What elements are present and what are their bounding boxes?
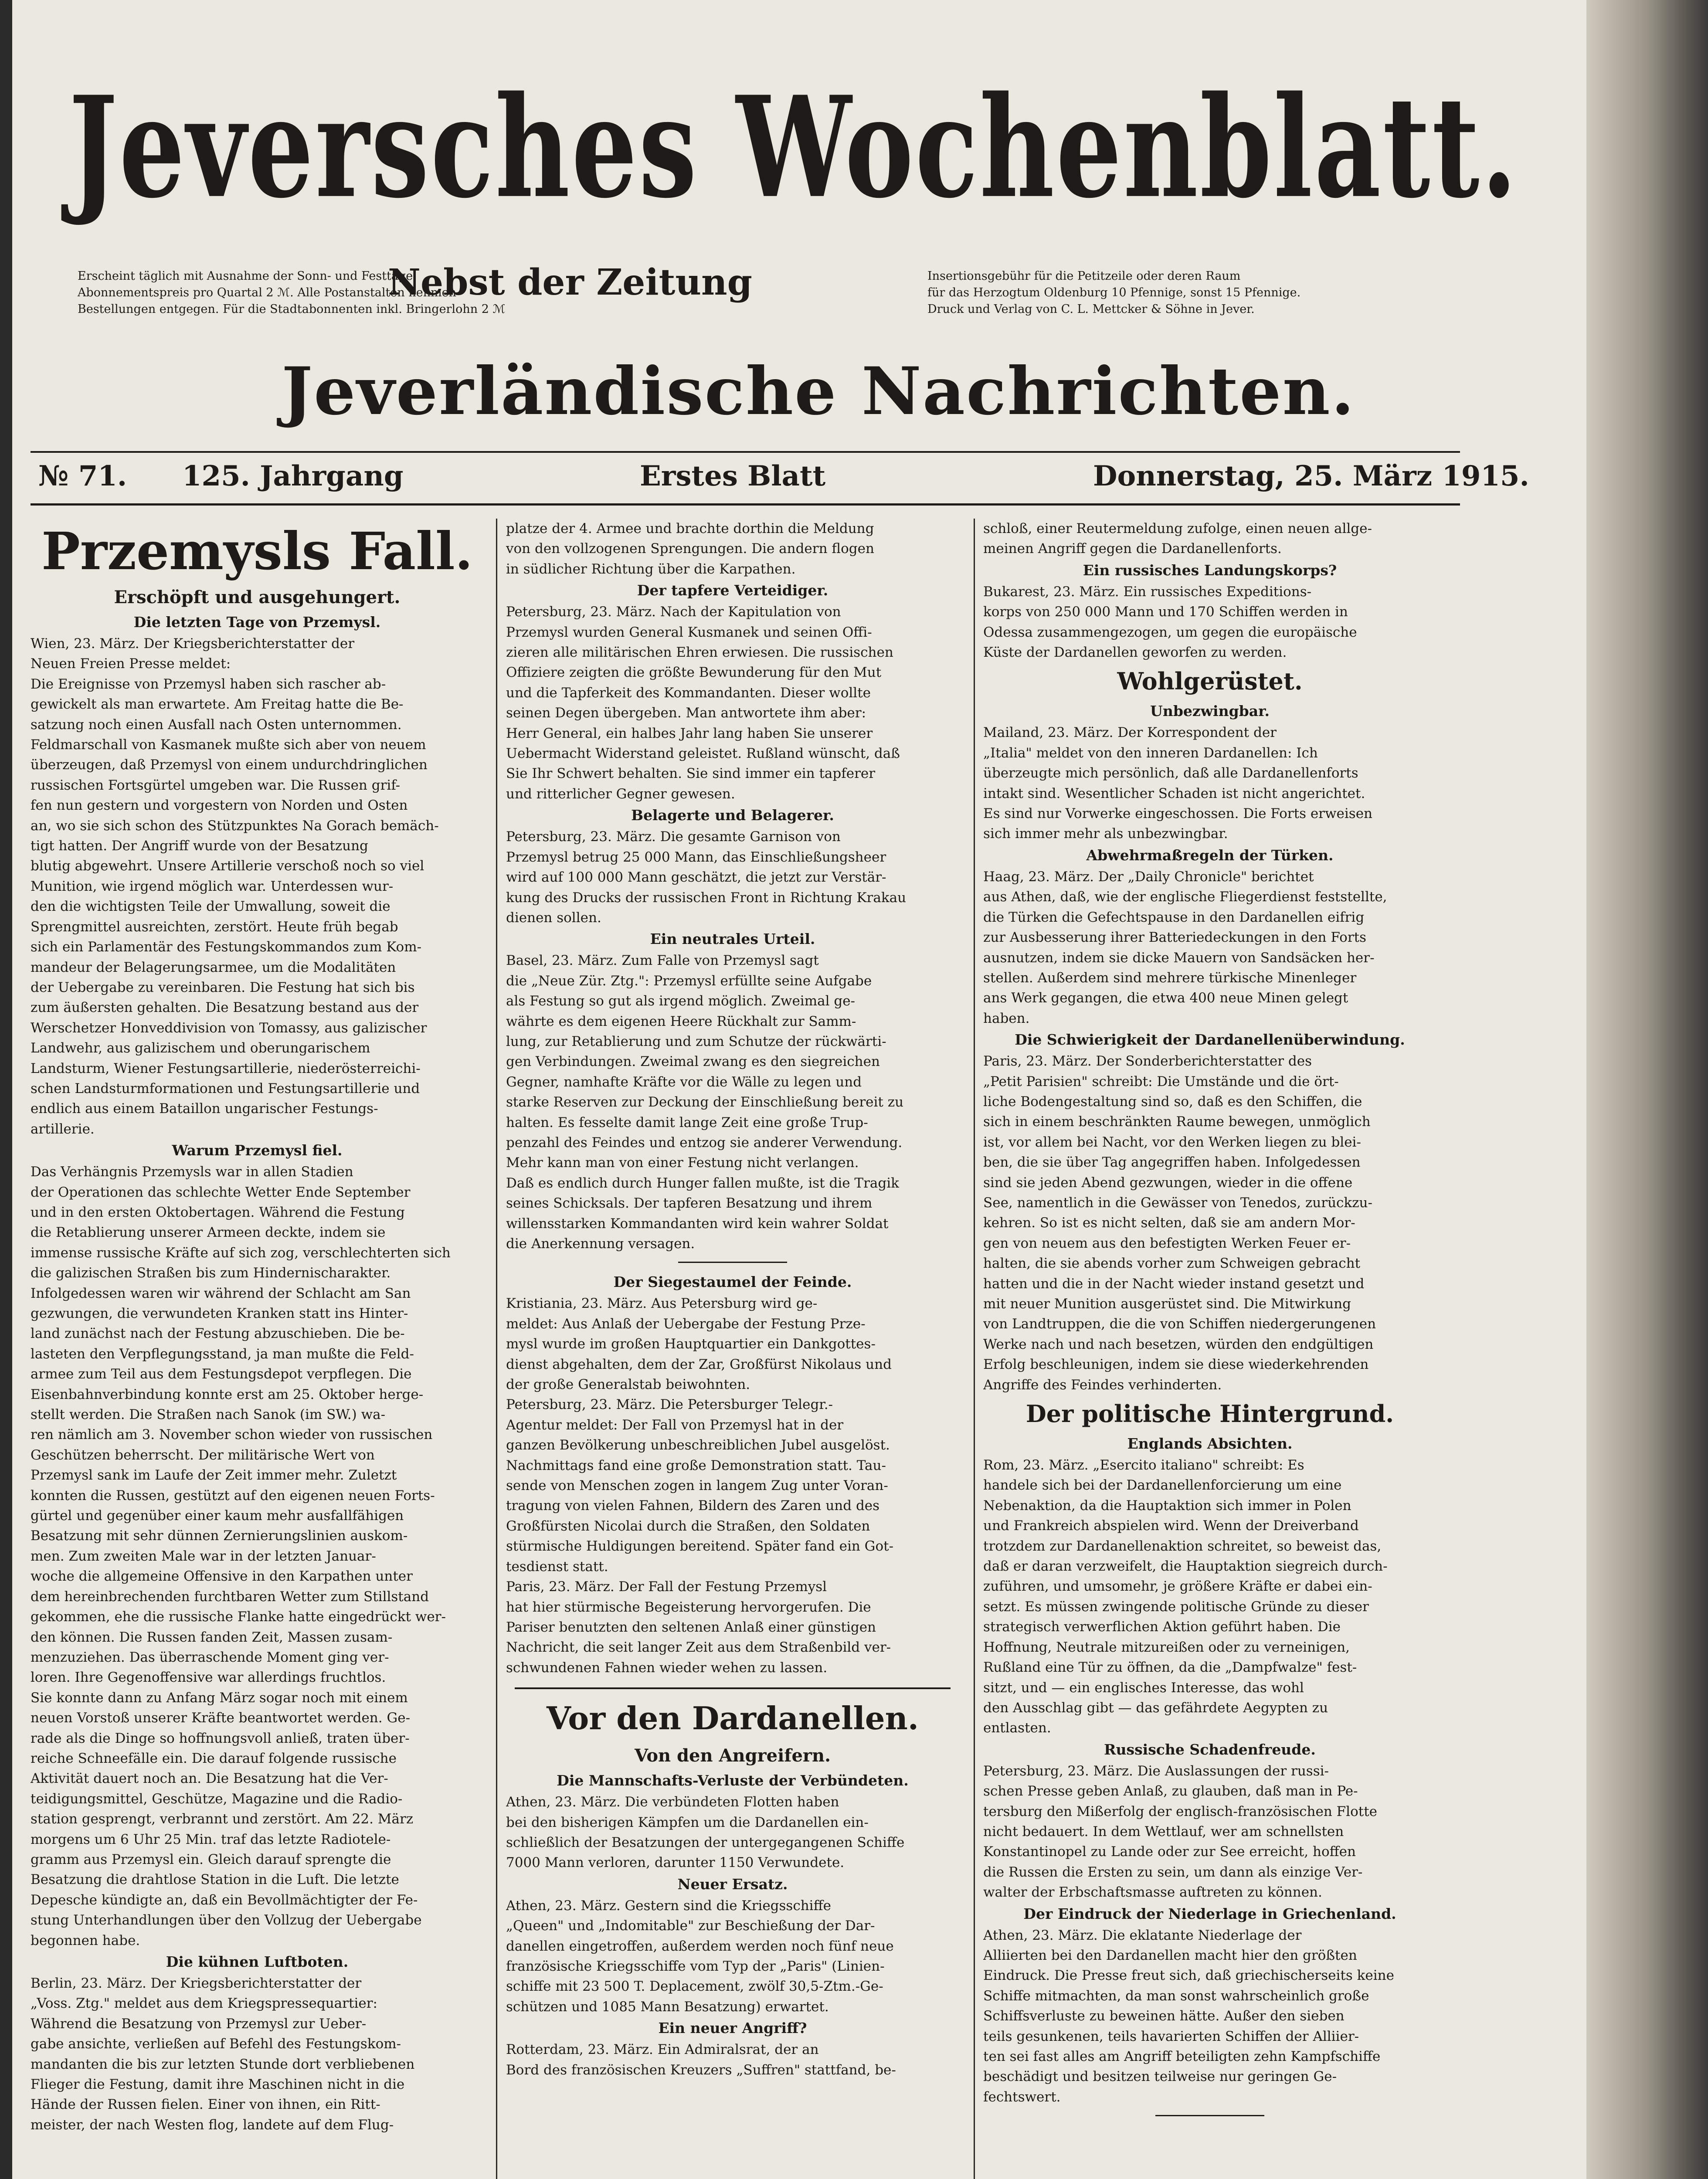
article-line: Besatzung mit sehr dünnen Zernierungslinien auskom- bbox=[31, 1528, 408, 1544]
article-line: zieren alle militärischen Ehren erwiesen. Die russischen bbox=[506, 645, 893, 661]
article-line: schloß, einer Reutermeldung zufolge, einen neuen allge- bbox=[983, 521, 1372, 536]
article-line: wird auf 100 000 Mann geschätzt, die jetzt zur Verstär- bbox=[506, 869, 886, 886]
subscription-line: Bestellungen entgegen. Für die Stadtabonnenten inkl. Bringerlohn 2 ℳ bbox=[78, 302, 506, 316]
article-line: gabe ansichte, verließen auf Befehl des Festungskom- bbox=[31, 2036, 401, 2052]
scan-left-edge bbox=[0, 0, 12, 2179]
article-line: woche die allgemeine Offensive in den Karpathen unter bbox=[31, 1568, 413, 1585]
article-line: Kristiania, 23. März. Aus Petersburg wird ge- bbox=[506, 1296, 818, 1312]
article-line: Rom, 23. März. „Esercito italiano" schreibt: Es bbox=[983, 1457, 1304, 1473]
article-line: immense russische Kräfte auf sich zog, verschlechterten sich bbox=[31, 1245, 451, 1261]
article-line: Petersburg, 23. März. Die gesamte Garnison von bbox=[506, 829, 841, 845]
article-line: beschädigt und besitzen teilweise nur geringen Ge- bbox=[983, 2069, 1337, 2085]
article-line: Alliierten bei den Dardanellen macht hier den größten bbox=[983, 1947, 1357, 1963]
article-line: dem hereinbrechenden furchtbaren Wetter zum Stillstand bbox=[31, 1588, 429, 1605]
article-line: Eisenbahnverbindung konnte erst am 25. Oktober herge- bbox=[31, 1386, 424, 1402]
article-line: morgens um 6 Uhr 25 Min. traf das letzte Radiotele- bbox=[31, 1831, 391, 1847]
article-line: Erfolg beschleunigen, indem sie diese wiederkehrenden bbox=[983, 1357, 1369, 1373]
article-line: Przemysl sank im Laufe der Zeit immer mehr. Zuletzt bbox=[31, 1467, 397, 1483]
article-line: und die Tapferkeit des Kommandanten. Dieser wollte bbox=[506, 685, 871, 701]
article-line: blutig abgewehrt. Unsere Artillerie verschoß noch so viel bbox=[31, 858, 424, 874]
article-line: Petersburg, 23. März. Die Petersburger Telegr.- bbox=[506, 1397, 833, 1413]
article-line: französische Kriegsschiffe vom Typ der „Paris" (Linien- bbox=[506, 1958, 885, 1974]
article-line: Sie Ihr Schwert behalten. Sie sind immer ein tapferer bbox=[506, 766, 876, 782]
article-line: den die wichtigsten Teile der Umwallung, soweit die bbox=[31, 899, 390, 915]
article-line: „Voss. Ztg." meldet aus dem Kriegspressequartier: bbox=[31, 1996, 377, 2012]
article-line: Hände der Russen fielen. Einer von ihnen, ein Ritt- bbox=[31, 2097, 380, 2113]
article-line: stürmische Huldigungen bereitend. Später fand ein Got- bbox=[506, 1538, 894, 1554]
article-line: Przemysl wurden General Kusmanek und seinen Offi- bbox=[506, 624, 872, 640]
article-line: Mailand, 23. März. Der Korrespondent der bbox=[983, 725, 1277, 741]
article-line: Flieger die Festung, damit ihre Maschinen nicht in die bbox=[31, 2077, 405, 2093]
article-line: men. Zum zweiten Male war in der letzten Januar- bbox=[31, 1548, 376, 1564]
article-line: gramm aus Przemysl ein. Gleich darauf sprengte die bbox=[31, 1851, 391, 1867]
article-line: liche Bodengestaltung sind so, daß es den Schiffen, die bbox=[983, 1093, 1362, 1110]
article-line: ist, vor allem bei Nacht, vor den Werken liegen zu blei- bbox=[983, 1134, 1361, 1150]
article-line: mandeur der Belagerungsarmee, um die Modalitäten bbox=[31, 959, 396, 975]
article-line: daß er daran verzweifelt, die Hauptaktion siegreich durch- bbox=[983, 1558, 1388, 1575]
article-line: dienen sollen. bbox=[506, 910, 601, 926]
article-line: Werschetzer Honveddivision von Tomassy, aus galizischer bbox=[31, 1020, 427, 1036]
article-line: die Türken die Gefechtspause in den Dardanellen eifrig bbox=[983, 909, 1365, 925]
article-line: mandanten die bis zur letzten Stunde dort verbliebenen bbox=[31, 2056, 415, 2072]
article-line: ten sei fast alles am Angriff beteiligten zehn Kampfschiffe bbox=[983, 2049, 1381, 2064]
article-line: Nebenaktion, da die Hauptaktion sich immer in Polen bbox=[983, 1497, 1351, 1514]
article-line: russischen Fortsgürtel umgeben war. Die Russen grif- bbox=[31, 777, 401, 793]
article-line: gen von neuem aus den befestigten Werken Feuer er- bbox=[983, 1235, 1351, 1251]
article-line: walter der Erbschaftsmasse auftreten zu können. bbox=[983, 1884, 1322, 1901]
article-line: mit neuer Munition ausgerüstet sind. Die Mitwirkung bbox=[983, 1296, 1351, 1312]
article-line: „Queen" und „Indomitable" zur Beschießung der Dar- bbox=[506, 1918, 875, 1934]
article-heading: Von den Angreifern. bbox=[634, 1745, 831, 1766]
article-line: der Uebergabe zu vereinbaren. Die Festung hat sich bis bbox=[31, 979, 415, 995]
subscription-line: Abonnementspreis pro Quartal 2 ℳ. Alle Postanstalten nehmen bbox=[78, 286, 457, 299]
article-line: kehren. So ist es nicht selten, daß sie am andern Mor- bbox=[983, 1215, 1355, 1231]
article-line: Odessa zusammengezogen, um gegen die europäische bbox=[983, 624, 1357, 640]
article-line: Großfürsten Nicolai durch die Straßen, den Soldaten bbox=[506, 1518, 870, 1534]
article-heading: Warum Przemysl fiel. bbox=[172, 1142, 343, 1159]
article-line: schützen und 1085 Mann Besatzung) erwartet. bbox=[506, 1999, 829, 2015]
article-heading: Przemysls Fall. bbox=[41, 521, 473, 581]
column-1 bbox=[31, 519, 484, 2179]
article-line: und ritterlicher Gegner gewesen. bbox=[506, 786, 735, 802]
article-heading: Neuer Ersatz. bbox=[677, 1875, 788, 1893]
article-line: rade als die Dinge so hoffnungsvoll anließ, traten über- bbox=[31, 1730, 410, 1746]
article-line: entlasten. bbox=[983, 1720, 1051, 1736]
article-heading: Ein neuer Angriff? bbox=[658, 2019, 807, 2037]
article-line: von den vollzogenen Sprengungen. Die andern flogen bbox=[506, 541, 874, 557]
article-heading: Der tapfere Verteidiger. bbox=[637, 582, 829, 599]
article-line: setzt. Es müssen zwingende politische Gründe zu dieser bbox=[983, 1599, 1369, 1615]
volume: 125. Jahrgang bbox=[182, 460, 404, 492]
article-line: loren. Ihre Gegenoffensive war allerdings fruchtlos. bbox=[31, 1670, 386, 1686]
article-line: lung, zur Retablierung und zum Schutze der rückwärti- bbox=[506, 1033, 886, 1049]
article-line: ren nämlich am 3. November schon wieder von russischen bbox=[31, 1427, 433, 1443]
article-line: dienst abgehalten, dem der Zar, Großfürst Nikolaus und bbox=[506, 1356, 892, 1372]
issue-date: Donnerstag, 25. März 1915. bbox=[1093, 460, 1529, 492]
article-line: teidigungsmittel, Geschütze, Magazine und die Radio- bbox=[31, 1791, 403, 1807]
article-line: nicht bedauert. In dem Wettlauf, wer am schnellsten bbox=[983, 1823, 1344, 1840]
article-line: überzeugen, daß Przemysl von einem undurchdringlichen bbox=[31, 757, 428, 773]
article-line: reiche Schneefälle ein. Die darauf folgende russische bbox=[31, 1750, 397, 1766]
article-line: ben, die sie über Tag angegriffen haben. Infolgedessen bbox=[983, 1154, 1361, 1171]
article-line: Paris, 23. März. Der Fall der Festung Przemysl bbox=[506, 1579, 827, 1595]
article-line: Küste der Dardanellen geworfen zu werden. bbox=[983, 645, 1287, 661]
article-line: meister, der nach Westen flog, landete auf dem Flug- bbox=[31, 2117, 394, 2133]
article-line: Athen, 23. März. Die eklatante Niederlage der bbox=[983, 1927, 1302, 1943]
article-line: konnten die Russen, gestützt auf den eigenen neuen Forts- bbox=[31, 1487, 435, 1504]
article-line: Geschützen beherrscht. Der militärische Wert von bbox=[31, 1447, 375, 1463]
article-line: stung Unterhandlungen über den Vollzug der Uebergabe bbox=[31, 1912, 422, 1928]
article-line: danellen eingetroffen, außerdem werden noch fünf neue bbox=[506, 1938, 894, 1954]
article-line: Przemysl betrug 25 000 Mann, das Einschließungsheer bbox=[506, 849, 886, 865]
article-line: menzuziehen. Das überraschende Moment ging ver- bbox=[31, 1649, 389, 1665]
article-line: handele sich bei der Dardanellenforcierung um eine bbox=[983, 1477, 1342, 1493]
section-separator bbox=[1155, 2115, 1264, 2116]
article-heading: Der Eindruck der Niederlage in Griechenland. bbox=[1023, 1905, 1396, 1922]
article-line: zuführen, und umsomehr, je größere Kräfte er dabei ein- bbox=[983, 1578, 1372, 1595]
article-line: in südlicher Richtung über die Karpathen. bbox=[506, 561, 796, 577]
article-line: sind sie jeden Abend gezwungen, wieder in die offene bbox=[983, 1174, 1353, 1191]
article-line: sich immer mehr als unbezwingbar. bbox=[983, 826, 1228, 842]
article-line: Aktivität dauert noch an. Die Besatzung hat die Ver- bbox=[31, 1771, 388, 1787]
article-line: an, wo sie sich schon des Stützpunktes Na Gorach bemäch- bbox=[31, 818, 439, 834]
article-line: gewickelt als man erwartete. Am Freitag hatte die Be- bbox=[31, 696, 404, 713]
article-line: und Frankreich abspielen wird. Wenn der Dreiverband bbox=[983, 1518, 1359, 1534]
article-line: Infolgedessen waren wir während der Schlacht am San bbox=[31, 1285, 411, 1301]
article-line: der Operationen das schlechte Wetter Ende September bbox=[31, 1184, 411, 1200]
article-heading: Die kühnen Luftboten. bbox=[166, 1953, 349, 1970]
article-heading: Der Siegestaumel der Feinde. bbox=[613, 1273, 852, 1291]
article-line: trotzdem zur Dardanellenaktion schreitet, so beweist das, bbox=[983, 1538, 1382, 1554]
article-line: Daß es endlich durch Hunger fallen mußte, ist die Tragik bbox=[506, 1175, 899, 1191]
advertising-info bbox=[927, 268, 1429, 318]
article-line: stellt werden. Die Straßen nach Sanok (im SW.) wa- bbox=[31, 1407, 386, 1423]
issue-number: № 71. bbox=[38, 460, 127, 492]
article-line: teils gesunkenen, teils havarierten Schiffen der Alliier- bbox=[983, 2028, 1359, 2044]
article-line: gekommen, ehe die russische Flanke hatte eingedrückt wer- bbox=[31, 1609, 446, 1625]
article-line: meldet: Aus Anlaß der Uebergabe der Festung Prze- bbox=[506, 1316, 866, 1332]
article-heading: Ein russisches Landungskorps? bbox=[1083, 561, 1337, 579]
article-line: Munition, wie irgend möglich war. Unterdessen wur- bbox=[31, 878, 394, 894]
article-heading: Unbezwingbar. bbox=[1150, 703, 1270, 720]
article-line: Depesche kündigte an, daß ein Bevollmächtigter der Fe- bbox=[31, 1892, 418, 1908]
article-line: endlich aus einem Bataillon ungarischer Festungs- bbox=[31, 1101, 378, 1117]
column-2 bbox=[506, 519, 959, 2179]
article-line: strategisch verwerflichen Aktion geführt haben. Die bbox=[983, 1619, 1341, 1635]
article-line: fechtswert. bbox=[983, 2089, 1061, 2105]
article-line: starke Reserven zur Deckung der Einschließung bereit zu bbox=[506, 1094, 904, 1110]
article-line: Agentur meldet: Der Fall von Przemysl hat in der bbox=[506, 1417, 844, 1433]
article-line: Konstantinopel zu Lande oder zur See erreicht, hoffen bbox=[983, 1844, 1356, 1860]
article-line: zum äußersten gehalten. Die Besatzung bestand aus der bbox=[31, 1000, 419, 1016]
article-line: fen nun gestern und vorgestern von Norden und Osten bbox=[31, 798, 408, 814]
article-line: aus Athen, daß, wie der englische Fliegerdienst feststellte, bbox=[983, 889, 1387, 905]
article-line: Es sind nur Vorwerke eingeschossen. Die Forts erweisen bbox=[983, 806, 1373, 822]
article-line: Bord des französischen Kreuzers „Suffren" stattfand, be- bbox=[506, 2062, 896, 2078]
article-line: Offiziere zeigten die größte Bewunderung für den Mut bbox=[506, 665, 882, 681]
masthead-rule-top bbox=[31, 451, 1460, 453]
article-line: intakt sind. Wesentlicher Schaden ist nicht angerichtet. bbox=[983, 785, 1365, 801]
article-heading: Russische Schadenfreude. bbox=[1104, 1741, 1316, 1758]
article-line: die Retablierung unserer Armeen deckte, indem sie bbox=[31, 1225, 386, 1241]
article-heading: Englands Absichten. bbox=[1127, 1435, 1293, 1453]
article-line: willensstarken Kommandanten wird kein wahrer Soldat bbox=[506, 1215, 889, 1232]
article-line: schen Presse geben Anlaß, zu glauben, daß man in Pe- bbox=[983, 1783, 1358, 1799]
article-line: den Ausschlag gibt — das gefährdete Aegypten zu bbox=[983, 1700, 1328, 1716]
article-line: Mehr kann man von einer Festung nicht verlangen. bbox=[506, 1155, 859, 1171]
article-heading: Erschöpft und ausgehungert. bbox=[114, 587, 401, 608]
article-line: Berlin, 23. März. Der Kriegsberichterstatter der bbox=[31, 1975, 362, 1991]
article-line: Besatzung die drahtlose Station in die Luft. Die letzte bbox=[31, 1872, 399, 1888]
article-line: tragung von vielen Fahnen, Bildern des Zaren und des bbox=[506, 1498, 880, 1514]
article-line: tesdienst statt. bbox=[506, 1558, 608, 1575]
column-divider bbox=[496, 519, 497, 2179]
article-line: Landwehr, aus galizischem und oberungarischem bbox=[31, 1040, 370, 1056]
article-line: „Petit Parisien" schreibt: Die Umstände und die ört- bbox=[983, 1073, 1339, 1090]
article-line: halten. Es fesselte damit lange Zeit eine große Trup- bbox=[506, 1114, 868, 1130]
article-line: Das Verhängnis Przemysls war in allen Stadien bbox=[31, 1164, 353, 1180]
article-line: von Landtruppen, die die von Schiffen niedergerungenen bbox=[983, 1316, 1376, 1332]
article-heading: Belagerte und Belagerer. bbox=[631, 807, 834, 824]
article-line: armee zum Teil aus dem Festungsdepot verpflegen. Die bbox=[31, 1366, 412, 1382]
article-line: die galizischen Straßen bis zum Hindernischarakter. bbox=[31, 1265, 391, 1281]
article-line: Während die Besatzung von Przemysl zur Ueber- bbox=[31, 2016, 367, 2032]
article-line: Haag, 23. März. Der „Daily Chronicle" berichtet bbox=[983, 869, 1314, 885]
article-line: lasteten den Verpflegungsstand, ja man mußte die Feld- bbox=[31, 1346, 414, 1362]
advertising-line: Insertionsgebühr für die Petitzeile oder deren Raum bbox=[927, 269, 1241, 283]
article-heading: Ein neutrales Urteil. bbox=[650, 930, 815, 948]
article-line: sitzt, und — ein englisches Interesse, das wohl bbox=[983, 1680, 1304, 1696]
article-line: seinen Degen übergeben. Man antwortete ihm aber: bbox=[506, 705, 866, 721]
article-line: tersburg den Mißerfolg der englisch-französischen Flotte bbox=[983, 1803, 1378, 1819]
article-line: Schiffe mitmachten, da man sonst wahrscheinlich große bbox=[983, 1988, 1369, 2004]
article-line: überzeugte mich persönlich, daß alle Dardanellenforts bbox=[983, 765, 1358, 781]
article-line: Bukarest, 23. März. Ein russisches Expeditions- bbox=[983, 584, 1312, 600]
article-line: Neuen Freien Presse meldet: bbox=[31, 656, 231, 672]
article-heading: Abwehrmaßregeln der Türken. bbox=[1086, 846, 1334, 864]
article-line: mysl wurde im großen Hauptquartier ein Dankgottes- bbox=[506, 1336, 876, 1352]
article-line: hatten und die in der Nacht wieder instand gesetzt und bbox=[983, 1276, 1365, 1292]
article-line: Wien, 23. März. Der Kriegsberichterstatter der bbox=[31, 636, 355, 652]
article-line: als Festung so gut als irgend möglich. Zweimal ge- bbox=[506, 993, 856, 1009]
article-line: ans Werk gegangen, die etwa 400 neue Minen gelegt bbox=[983, 990, 1348, 1006]
column-divider bbox=[974, 519, 975, 2179]
subscription-line: Erscheint täglich mit Ausnahme der Sonn- und Festtage. bbox=[78, 269, 417, 283]
article-line: tigt hatten. Der Angriff wurde von der Besatzung bbox=[31, 838, 368, 854]
column-3 bbox=[983, 519, 1436, 2179]
article-line: und in den ersten Oktobertagen. Während die Festung bbox=[31, 1204, 405, 1220]
article-line: korps von 250 000 Mann und 170 Schiffen werden in bbox=[983, 604, 1348, 620]
article-line: Feldmarschall von Kasmanek mußte sich aber von neuem bbox=[31, 737, 426, 753]
article-line: ausnutzen, indem sie dicke Mauern von Sandsäcken her- bbox=[983, 950, 1375, 966]
article-line: station gesprengt, verbrannt und zerstört. Am 22. März bbox=[31, 1811, 414, 1827]
article-line: schwundenen Fahnen wieder wehen zu lassen. bbox=[506, 1660, 828, 1676]
article-line: schen Landsturmformationen und Festungsartillerie und bbox=[31, 1080, 420, 1096]
article-line: Rotterdam, 23. März. Ein Admiralsrat, der an bbox=[506, 2042, 819, 2058]
article-line: penzahl des Feindes und entzog sie anderer Verwendung. bbox=[506, 1134, 903, 1151]
article-line: meinen Angriff gegen die Dardanellenforts. bbox=[983, 541, 1282, 557]
box-rule bbox=[515, 1687, 951, 1689]
article-line: sende von Menschen zogen in langem Zug unter Voran- bbox=[506, 1478, 888, 1494]
article-line: Landsturm, Wiener Festungsartillerie, niederösterreichi- bbox=[31, 1060, 421, 1076]
article-line: Nachmittags fand eine große Demonstration statt. Tau- bbox=[506, 1457, 886, 1473]
article-line: haben. bbox=[983, 1010, 1030, 1026]
article-line: halten, die sie abends vorher zum Schweigen gebracht bbox=[983, 1256, 1361, 1272]
article-line: stellen. Außerdem sind mehrere türkische Minenleger bbox=[983, 970, 1357, 986]
article-line: artillerie. bbox=[31, 1121, 95, 1137]
newspaper-title: Jeversches Wochenblatt. bbox=[69, 65, 1519, 229]
advertising-line: für das Herzogtum Oldenburg 10 Pfennige, sonst 15 Pfennige. bbox=[927, 286, 1301, 299]
supplement-note: Nebst der Zeitung bbox=[388, 261, 752, 303]
article-line: Eindruck. Die Presse freut sich, daß griechischerseits keine bbox=[983, 1968, 1394, 1984]
newspaper-page bbox=[12, 0, 1586, 2179]
article-line: Die Ereignisse von Przemysl haben sich rascher ab- bbox=[31, 676, 386, 692]
article-line: Basel, 23. März. Zum Falle von Przemysl sagt bbox=[506, 953, 819, 969]
article-line: 7000 Mann verloren, darunter 1150 Verwundete. bbox=[506, 1855, 845, 1871]
article-line: See, namentlich in die Gewässer von Tenedos, zurückzu- bbox=[983, 1195, 1372, 1211]
article-line: begonnen habe. bbox=[31, 1932, 140, 1948]
article-line: Petersburg, 23. März. Nach der Kapitulation von bbox=[506, 604, 841, 620]
article-line: Athen, 23. März. Gestern sind die Kriegsschiffe bbox=[506, 1897, 831, 1914]
article-line: seines Schicksals. Der tapferen Besatzung und ihrem bbox=[506, 1195, 873, 1212]
article-line: Gegner, namhafte Kräfte vor die Wälle zu legen und bbox=[506, 1074, 862, 1090]
article-line: kung des Drucks der russischen Front in Richtung Krakau bbox=[506, 889, 907, 906]
article-heading: Die letzten Tage von Przemysl. bbox=[133, 614, 381, 631]
article-line: Nachricht, die seit langer Zeit aus dem Straßenbild ver- bbox=[506, 1639, 891, 1656]
article-line: gürtel und gegenüber einer kaum mehr ausfallfähigen bbox=[31, 1508, 404, 1524]
article-line: Schiffsverluste zu beweinen hätte. Außer den sieben bbox=[983, 2008, 1345, 2024]
article-line: Angriffe des Feindes verhinderten. bbox=[983, 1377, 1222, 1393]
article-line: schiffe mit 23 500 T. Deplacement, zwölf 30,5-Ztm.-Ge- bbox=[506, 1979, 883, 1995]
article-heading: Der politische Hintergrund. bbox=[1025, 1400, 1394, 1428]
article-line: gen Verbindungen. Zweimal zwang es den siegreichen bbox=[506, 1054, 880, 1070]
article-line: platze der 4. Armee und brachte dorthin die Meldung bbox=[506, 521, 874, 536]
masthead-rule-bottom bbox=[31, 503, 1460, 506]
article-line: Uebermacht Widerstand geleistet. Rußland wünscht, daß bbox=[506, 746, 900, 762]
article-line: Hoffnung, Neutrale mitzureißen oder zu verneinigen, bbox=[983, 1639, 1350, 1655]
article-line: Petersburg, 23. März. Die Auslassungen der russi- bbox=[983, 1763, 1329, 1779]
article-line: sich ein Parlamentär des Festungskommandos zum Kom- bbox=[31, 939, 422, 955]
article-line: währte es dem eigenen Heere Rückhalt zur Samm- bbox=[506, 1013, 856, 1029]
article-line: Sprengmittel ausreichten, zerstört. Heute früh begab bbox=[31, 919, 398, 935]
article-line: Pariser benutzten den seltenen Anlaß einer günstigen bbox=[506, 1619, 876, 1635]
article-heading: Vor den Dardanellen. bbox=[547, 1700, 919, 1737]
article-line: Sie konnte dann zu Anfang März sogar noch mit einem bbox=[31, 1690, 408, 1706]
article-line: Paris, 23. März. Der Sonderberichterstatter des bbox=[983, 1053, 1312, 1069]
article-line: gezwungen, die verwundeten Kranken statt ins Hinter- bbox=[31, 1306, 408, 1321]
article-line: zur Ausbesserung ihrer Batteriedeckungen in den Forts bbox=[983, 930, 1367, 946]
article-line: bei den bisherigen Kämpfen um die Dardanellen ein- bbox=[506, 1814, 869, 1830]
article-line: Athen, 23. März. Die verbündeten Flotten haben bbox=[506, 1794, 839, 1810]
section-label: Erstes Blatt bbox=[640, 460, 826, 492]
article-line: satzung noch einen Ausfall nach Osten unternommen. bbox=[31, 716, 402, 733]
article-line: neuen Vorstoß unserer Kräfte beantwortet werden. Ge- bbox=[31, 1710, 411, 1726]
article-line: die „Neue Zür. Ztg.": Przemysl erfüllte seine Aufgabe bbox=[506, 973, 872, 989]
article-line: Rußland eine Tür zu öffnen, da die „Dampfwalze" fest- bbox=[983, 1660, 1357, 1676]
article-line: land zunächst nach der Festung abzuschieben. Die be- bbox=[31, 1326, 405, 1342]
article-heading: Wohlgerüstet. bbox=[1117, 667, 1303, 696]
article-line: die Anerkennung versagen. bbox=[506, 1236, 695, 1252]
article-heading: Die Mannschafts-Verluste der Verbündeten. bbox=[557, 1772, 909, 1789]
article-line: die Russen die Ersten zu sein, um dann als einzige Ver- bbox=[983, 1864, 1363, 1880]
section-separator bbox=[678, 1262, 787, 1263]
article-line: ganzen Bevölkerung unbeschreiblichen Jubel ausgelöst. bbox=[506, 1437, 890, 1453]
article-line: schließlich der Besatzungen der untergegangenen Schiffe bbox=[506, 1834, 905, 1850]
article-line: der große Generalstab beiwohnten. bbox=[506, 1377, 750, 1393]
article-line: den können. Die Russen fanden Zeit, Massen zusam- bbox=[31, 1629, 393, 1645]
article-line: sich in einem beschränkten Raume bewegen, unmöglich bbox=[983, 1114, 1371, 1130]
page-stack-edge bbox=[1586, 0, 1708, 2179]
article-heading: Die Schwierigkeit der Dardanellenüberwindung. bbox=[1015, 1031, 1405, 1049]
article-line: Herr General, ein halbes Jahr lang haben Sie unserer bbox=[506, 725, 873, 741]
article-line: „Italia" meldet von den inneren Dardanellen: Ich bbox=[983, 745, 1318, 761]
advertising-line: Druck und Verlag von C. L. Mettcker & Söhne in Jever. bbox=[927, 302, 1255, 316]
article-line: Werke nach und nach besetzen, würden den endgültigen bbox=[983, 1336, 1374, 1352]
article-line: hat hier stürmische Begeisterung hervorgerufen. Die bbox=[506, 1599, 871, 1615]
newspaper-subtitle: Jeverländische Nachrichten. bbox=[282, 353, 1355, 430]
